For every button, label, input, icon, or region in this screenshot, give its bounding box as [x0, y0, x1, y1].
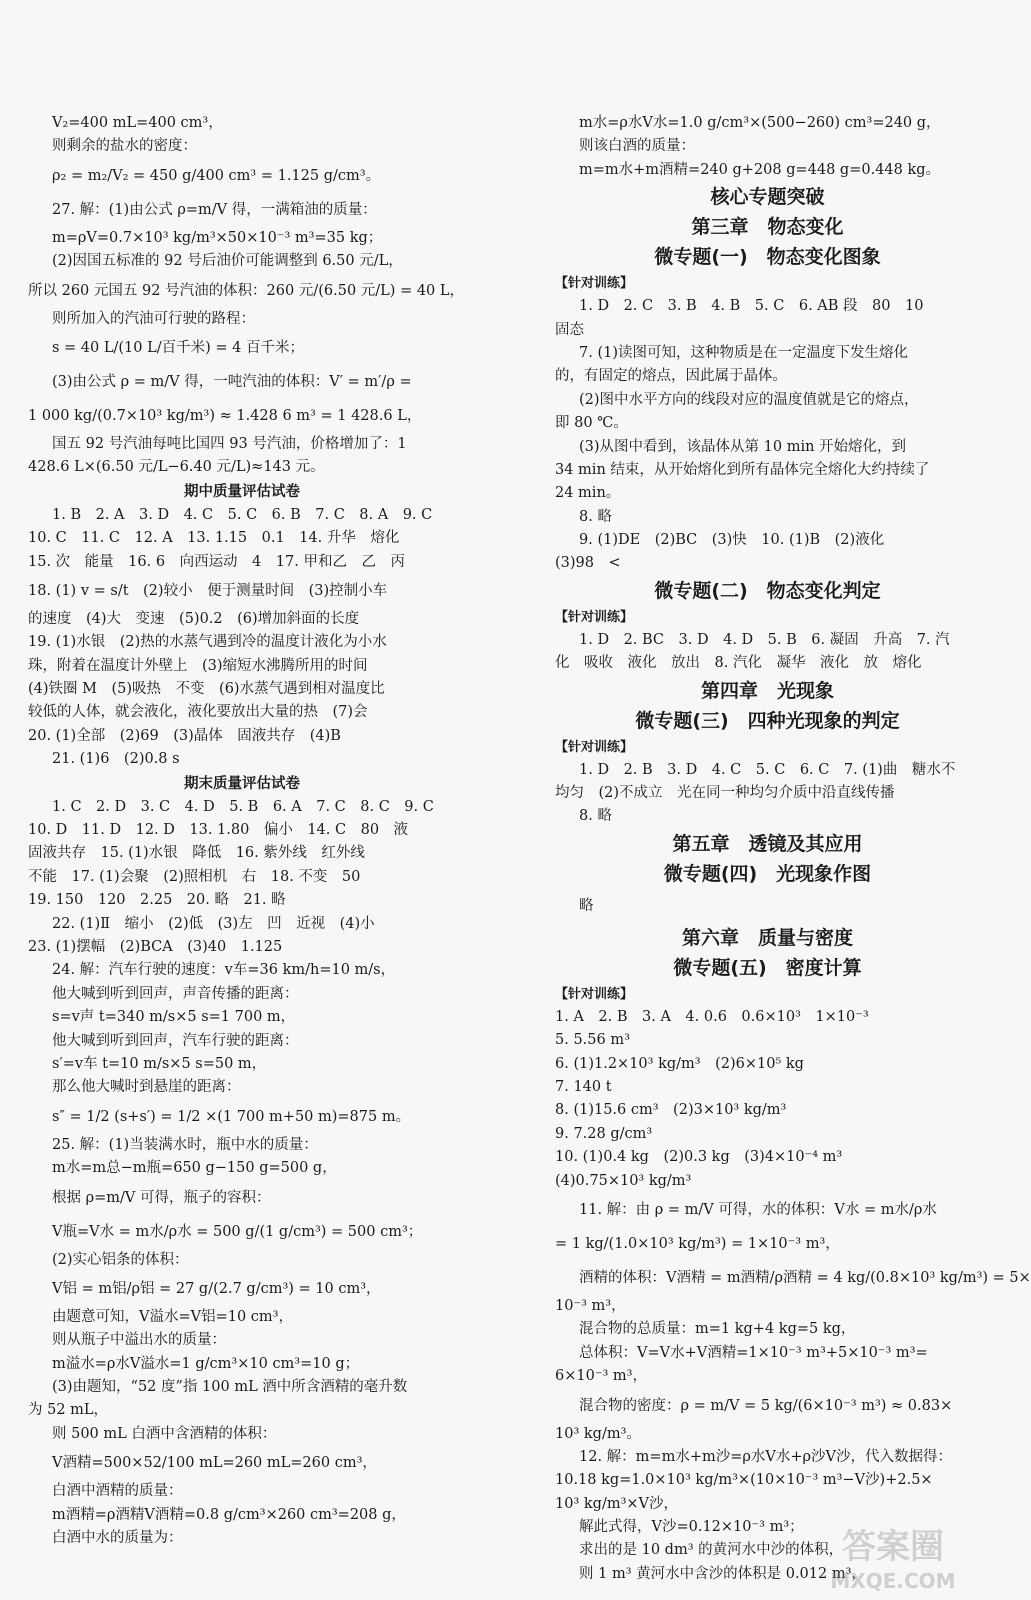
- left-line: 由题意可知，V溢水=V铝=10 cm³，: [52, 1308, 293, 1325]
- left-line: 白酒中酒精的质量：: [52, 1483, 183, 1500]
- left-line: 他大喊到听到回声，汽车行驶的距离：: [52, 1032, 299, 1049]
- left-line: 10. C 11. C 12. A 13. 1.15 0.1 14. 升华 熔化: [28, 530, 400, 547]
- left-line: ρ₂ = m₂/V₂ = 450 g/400 cm³ = 1.125 g/cm³。: [52, 167, 381, 184]
- right-line: 8. 略: [579, 808, 612, 825]
- left-line: 所以 260 元国五 92 号汽油的体积：260 元/(6.50 元/L) = 40 L，: [28, 282, 465, 299]
- left-line: s′=v车 t=10 m/s×5 s=50 m，: [52, 1055, 267, 1072]
- left-line: 15. 次 能量 16. 6 向西运动 4 17. 甲和乙 乙 丙: [28, 553, 405, 570]
- right-line: 9. (1)DE (2)BC (3)快 10. (1)B (2)液化: [579, 532, 885, 549]
- left-line: 24. 解：汽车行驶的速度：v车=36 km/h=10 m/s，: [52, 962, 396, 979]
- right-line: 10.18 kg=1.0×10³ kg/m³×(10×10⁻³ m³−V沙)+2.5×: [555, 1472, 933, 1489]
- left-line: m溢水=ρ水V溢水=1 g/cm³×10 cm³=10 g；: [52, 1355, 360, 1372]
- left-line: V酒精=500×52/100 mL=260 mL=260 cm³，: [52, 1455, 377, 1472]
- right-line: 酒精的体积：V酒精 = m酒精/ρ酒精 = 4 kg/(0.8×10³ kg/m³) = 5×: [579, 1269, 1031, 1286]
- left-line: 白酒中水的质量为：: [52, 1530, 183, 1547]
- right-line: 则该白酒的质量：: [579, 138, 695, 155]
- left-line: 不能 17. (1)会聚 (2)照相机 右 18. 不变 50: [28, 868, 361, 885]
- right-section-heading: 第五章 透镜及其应用: [672, 832, 863, 855]
- right-line: 8. 略: [579, 508, 612, 525]
- left-line: 1. C 2. D 3. C 4. D 5. B 6. A 7. C 8. C 9. C: [52, 798, 434, 815]
- left-exam-heading: 期末质量评估试卷: [184, 775, 300, 792]
- left-line: m酒精=ρ酒精V酒精=0.8 g/cm³×260 cm³=208 g，: [52, 1506, 406, 1523]
- left-line: 1 000 kg/(0.7×10³ kg/m³) ≈ 1.428 6 m³ = 1 428.6 L，: [28, 407, 422, 424]
- right-line: m水=ρ水V水=1.0 g/cm³×(500−260) cm³=240 g，: [579, 115, 941, 131]
- right-line: 12. 解：m=m水+m沙=ρ水V水+ρ沙V沙，代入数据得：: [579, 1448, 953, 1465]
- left-line: 那么他大喊时到悬崖的距离：: [52, 1079, 241, 1096]
- left-line: 21. (1)6 (2)0.8 s: [52, 751, 180, 768]
- right-line: 10⁻³ m³，: [555, 1297, 626, 1314]
- right-line: 6. (1)1.2×10³ kg/m³ (2)6×10⁵ kg: [555, 1055, 804, 1072]
- left-line: 25. 解：(1)当装满水时，瓶中水的质量：: [52, 1136, 318, 1153]
- left-line: V铝 = m铝/ρ铝 = 27 g/(2.7 g/cm³) = 10 cm³，: [52, 1280, 381, 1297]
- left-line: (2)因国五标准的 92 号后油价可能调整到 6.50 元/L，: [52, 253, 403, 270]
- left-line: 428.6 L×(6.50 元/L−6.40 元/L)≈143 元。: [28, 459, 325, 476]
- right-line: 混合物的密度：ρ = m/V = 5 kg/(6×10⁻³ m³) ≈ 0.83×: [579, 1397, 953, 1414]
- left-line: 则 500 mL 白酒中含酒精的体积：: [52, 1425, 277, 1442]
- right-section-heading: 核心专题突破: [710, 186, 825, 209]
- right-training-tag: 【针对训练】: [555, 609, 634, 625]
- right-line: 则 1 m³ 黄河水中含沙的体积是 0.012 m³，: [579, 1565, 866, 1582]
- right-line: (4)0.75×10³ kg/m³: [555, 1172, 692, 1189]
- left-line: m水=m总−m瓶=650 g−150 g=500 g，: [52, 1160, 337, 1177]
- left-line: m=ρV=0.7×10³ kg/m³×50×10⁻³ m³=35 kg；: [52, 229, 383, 246]
- left-line: 18. (1) v = s/t (2)较小 便于测量时间 (3)控制小车: [28, 582, 388, 599]
- right-line: 1. A 2. B 3. A 4. 0.6 0.6×10³ 1×10⁻³: [555, 1008, 869, 1025]
- right-line: 24 min。: [555, 485, 621, 502]
- left-line: 国五 92 号汽油每吨比国四 93 号汽油，价格增加了：1: [52, 435, 407, 452]
- right-section-heading: 微专题(一) 物态变化图象: [654, 246, 881, 269]
- right-line: 化 吸收 液化 放出 8. 汽化 凝华 液化 放 熔化: [555, 655, 922, 672]
- left-line: 固液共存 15. (1)水银 降低 16. 紫外线 红外线: [28, 845, 365, 862]
- left-line: (3)由公式 ρ = m/V 得，一吨汽油的体积：V′ = m′/ρ =: [52, 373, 412, 390]
- right-line: 总体积：V=V水+V酒精=1×10⁻³ m³+5×10⁻³ m³=: [579, 1344, 928, 1361]
- right-line: 解此式得，V沙=0.12×10⁻³ m³；: [579, 1519, 804, 1536]
- right-line: 6×10⁻³ m³，: [555, 1368, 647, 1385]
- right-line: (2)图中水平方向的线段对应的温度值就是它的熔点，: [579, 391, 919, 408]
- right-line: 8. (1)15.6 cm³ (2)3×10³ kg/m³: [555, 1102, 787, 1119]
- left-line: 19. (1)水银 (2)热的水蒸气遇到冷的温度计液化为小水: [28, 634, 387, 651]
- right-line: 5. 5.56 m³: [555, 1032, 630, 1049]
- watermark-title: 答案圈: [842, 1527, 944, 1567]
- right-line: 混合物的总质量：m=1 kg+4 kg=5 kg，: [579, 1321, 856, 1338]
- right-line: 1. D 2. B 3. D 4. C 5. C 6. C 7. (1)曲 糖水不: [579, 761, 956, 778]
- left-line: s=v声 t=340 m/s×5 s=1 700 m，: [52, 1009, 296, 1026]
- watermark-url: MXQE.COM: [830, 1569, 956, 1593]
- right-line: m=m水+m酒精=240 g+208 g=448 g=0.448 kg。: [579, 161, 941, 178]
- right-line: 的，有固定的熔点，因此属于晶体。: [555, 368, 787, 385]
- left-line: V₂=400 mL=400 cm³，: [52, 115, 223, 131]
- right-section-heading: 微专题(二) 物态变化判定: [654, 579, 881, 602]
- left-line: 他大喊到听到回声，声音传播的距离：: [52, 985, 299, 1002]
- right-line: 1. D 2. BC 3. D 4. D 5. B 6. 凝固 升高 7. 汽: [579, 631, 950, 648]
- left-line: 的速度 (4)大 变速 (5)0.2 (6)增加斜面的长度: [28, 610, 360, 627]
- left-line: 20. (1)全部 (2)69 (3)晶体 固液共存 (4)B: [28, 727, 341, 744]
- left-line: 27. 解：(1)由公式 ρ=m/V 得，一满箱油的质量：: [52, 201, 377, 218]
- right-training-tag: 【针对训练】: [555, 986, 634, 1002]
- right-line: (3)98 <: [555, 555, 621, 572]
- left-line: (2)实心铝条的体积：: [52, 1251, 189, 1268]
- left-line: s″ = 1/2 (s+s′) = 1/2 ×(1 700 m+50 m)=875 m。: [52, 1108, 411, 1125]
- right-line: 求出的是 10 dm³ 的黄河水中沙的体积，: [579, 1542, 844, 1559]
- right-training-tag: 【针对训练】: [555, 739, 634, 755]
- right-section-heading: 第三章 物态变化: [691, 216, 844, 239]
- right-line: (3)从图中看到，该晶体从第 10 min 开始熔化，到: [579, 438, 907, 455]
- left-line: (3)由题知，“52 度”指 100 mL 酒中所含酒精的毫升数: [52, 1379, 408, 1396]
- right-line: 10. (1)0.4 kg (2)0.3 kg (3)4×10⁻⁴ m³: [555, 1149, 843, 1166]
- right-line: 略: [579, 897, 594, 914]
- right-line: 7. (1)读图可知，这种物质是在一定温度下发生熔化: [579, 344, 908, 361]
- right-column: [555, 112, 1031, 1586]
- left-line: 10. D 11. D 12. D 13. 1.80 偏小 14. C 80 液: [28, 822, 409, 839]
- left-line: 根据 ρ=m/V 可得，瓶子的容积：: [52, 1189, 271, 1206]
- right-line: 1. D 2. C 3. B 4. B 5. C 6. AB 段 80 10: [579, 298, 924, 315]
- left-line: 23. (1)摆幅 (2)BCA (3)40 1.125: [28, 938, 283, 955]
- left-line: V瓶=V水 = m水/ρ水 = 500 g/(1 g/cm³) = 500 cm³；: [52, 1223, 423, 1240]
- left-line: 则所加入的汽油可行驶的路程：: [52, 310, 255, 327]
- right-line: 7. 140 t: [555, 1078, 612, 1095]
- right-training-tag: 【针对训练】: [555, 276, 634, 292]
- right-section-heading: 微专题(五) 密度计算: [673, 956, 862, 979]
- right-section-heading: 第六章 质量与密度: [681, 926, 853, 949]
- right-line: 9. 7.28 g/cm³: [555, 1125, 653, 1142]
- right-section-heading: 微专题(三) 四种光现象的判定: [635, 709, 900, 732]
- left-line: 22. (1)Ⅱ 缩小 (2)低 (3)左 凹 近视 (4)小: [52, 915, 375, 932]
- right-line: 10³ kg/m³×V沙，: [555, 1495, 679, 1512]
- left-line: 珠，附着在温度计外壁上 (3)缩短水沸腾所用的时间: [28, 657, 368, 674]
- left-exam-heading: 期中质量评估试卷: [184, 483, 300, 500]
- left-line: 19. 150 120 2.25 20. 略 21. 略: [28, 892, 286, 909]
- left-line: 1. B 2. A 3. D 4. C 5. C 6. B 7. C 8. A 9. C: [52, 506, 433, 523]
- left-line: 为 52 mL，: [28, 1402, 109, 1419]
- right-line: 均匀 (2)不成立 光在同一种均匀介质中沿直线传播: [555, 785, 895, 802]
- right-line: 即 80 ℃。: [555, 415, 628, 432]
- right-section-heading: 第四章 光现象: [700, 679, 834, 702]
- left-column: [28, 112, 465, 1550]
- watermark-logo: [798, 1516, 988, 1596]
- left-line: s = 40 L/(10 L/百千米) = 4 百千米；: [52, 339, 304, 356]
- left-line: 则从瓶子中溢出水的质量：: [52, 1332, 226, 1349]
- right-line: 10³ kg/m³。: [555, 1425, 641, 1442]
- left-line: 较低的人体，就会液化，液化要放出大量的热 (7)会: [28, 704, 368, 721]
- right-line: = 1 kg/(1.0×10³ kg/m³) = 1×10⁻³ m³，: [555, 1235, 840, 1252]
- right-line: 固态: [555, 321, 584, 338]
- left-line: (4)铁圈 M (5)吸热 不变 (6)水蒸气遇到相对温度比: [28, 681, 385, 698]
- right-section-heading: 微专题(四) 光现象作图: [663, 862, 872, 885]
- right-line: 34 min 结束，从开始熔化到所有晶体完全熔化大约持续了: [555, 461, 930, 478]
- right-line: 11. 解：由 ρ = m/V 可得，水的体积：V水 = m水/ρ水: [579, 1201, 937, 1218]
- left-line: 则剩余的盐水的密度：: [52, 138, 197, 155]
